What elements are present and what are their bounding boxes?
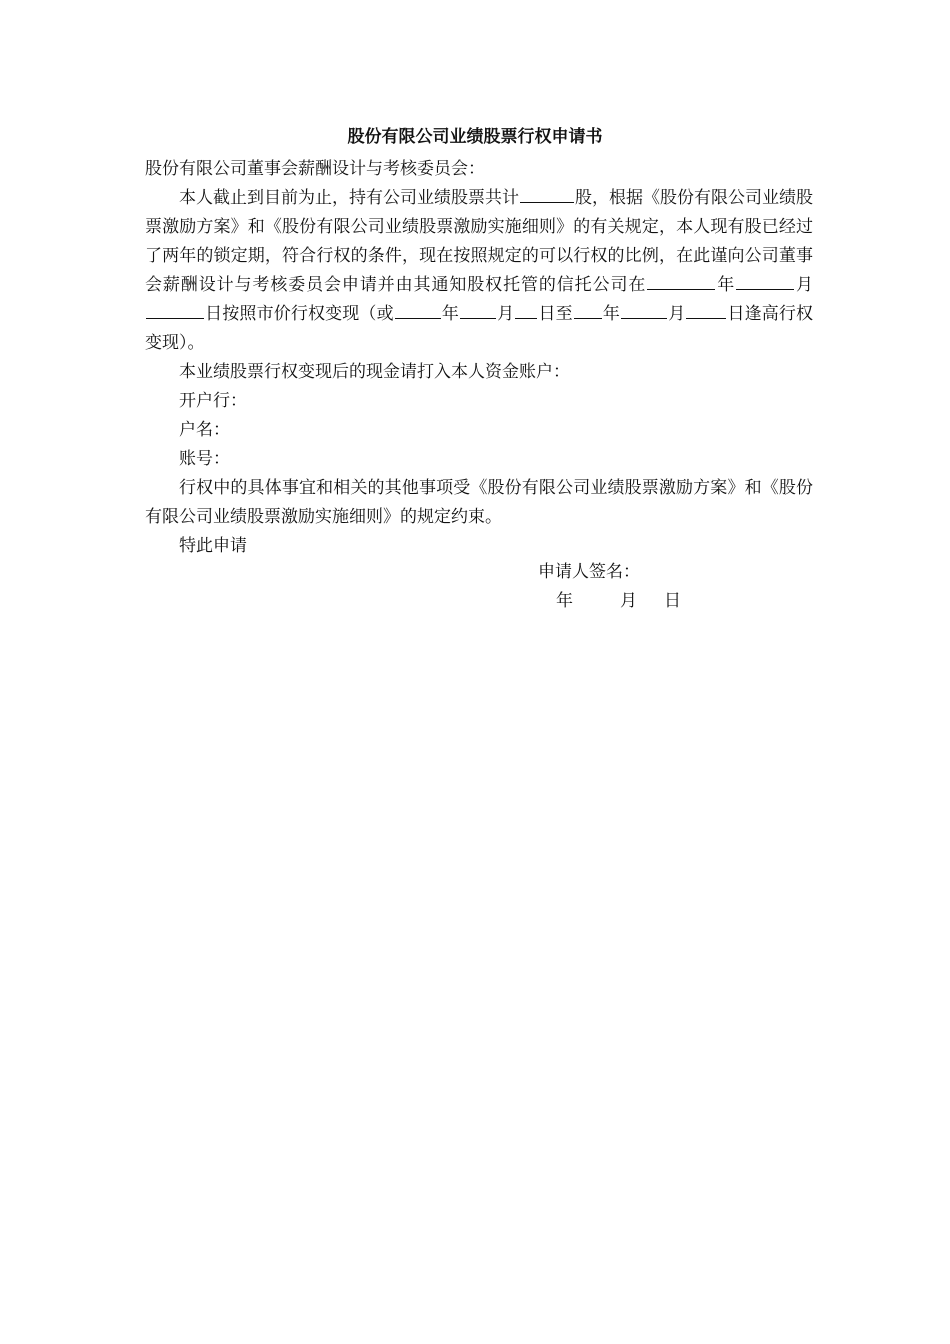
range-end-month-label: 月 [668,304,686,324]
range-end-day-blank [686,300,726,319]
addressee: 股份有限公司董事会薪酬设计与考核委员会： [145,159,485,179]
signature-date [556,587,681,616]
paragraph-request [145,184,813,358]
bank-field: 开户行： [179,391,247,411]
range-start-day-blank [515,300,537,319]
range-start-day-label: 日至 [538,304,573,324]
month-blank [736,271,794,290]
shares-count-blank [520,184,574,203]
closing-text: 特此申请 [179,536,247,556]
range-end-year-label: 年 [602,304,621,324]
date-day-label: 日 [664,591,681,611]
request-text-4: 日逢高行权变现）。 [145,304,814,353]
month-label: 月 [795,275,814,295]
year-label: 年 [716,275,736,295]
paragraph-account: 本业绩股票行权变现后的现金请打入本人资金账户： [179,362,570,382]
year-blank [647,271,715,290]
request-text-1: 本人截止到目前为止，持有公司业绩股票共计 [179,188,519,208]
account-name-field: 户名： [179,420,230,440]
account-number-field: 账号： [179,449,230,469]
document-title: 股份有限公司业绩股票行权申请书 [347,127,603,147]
range-end-year-blank [574,300,602,319]
date-month-label: 月 [620,591,637,611]
range-start-month-blank [460,300,496,319]
paragraph-terms: 行权中的具体事宜和相关的其他事项受《股份有限公司业绩股票激励方案》和《股份有限公司业绩股票激励实施细则》的规定约束。 [145,478,813,527]
signature-label: 申请人签名： [538,562,640,582]
document-body [145,155,813,561]
day-blank [146,300,204,319]
request-text-3: 日按照市价行权变现（或 [205,304,394,324]
range-start-year-blank [395,300,441,319]
range-end-month-blank [621,300,667,319]
range-start-year-label: 年 [441,304,460,324]
request-text-2: 股，根据《股份有限公司业绩股票激励方案》和《股份有限公司业绩股票激励实施细则》的有关规定，本人现有股已经过了两年的锁定期，符合行权的条件，现在按照规定的可以行权的比例，在此谨向公司董事会薪酬设计与考核委员会申请并由其通知股权托管的信托公司在 [145,188,813,295]
range-start-month-label: 月 [497,304,515,324]
date-year-label: 年 [556,591,573,611]
